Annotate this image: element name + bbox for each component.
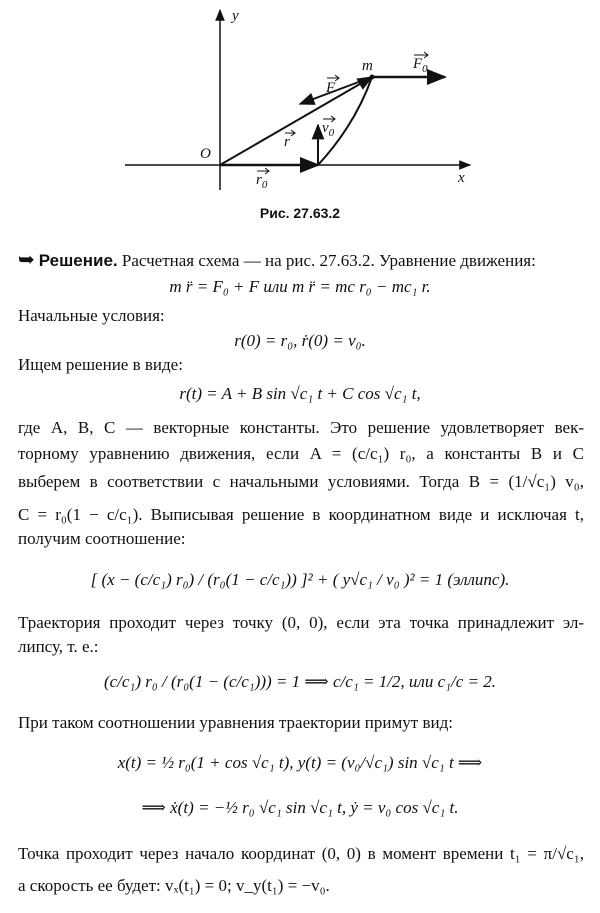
paragraph2-line2: торному уравнению движения, если A = (c/c₁) r₀, а константы B и C [18,444,584,463]
label-r: r [284,134,290,150]
equation-solution: r(t) = A + B sin √c₁ t + C cos √c₁ t, [179,384,421,403]
equation-trajectory1: x(t) = ½ r₀(1 + cos √c₁ t), y(t) = (v₀/√c₁) sin √c₁ t ⟹ [117,753,483,772]
label-F0: $F_0$ [413,56,428,75]
label-x: x [458,170,465,186]
solution-heading: Решение. [38,251,118,270]
motion-diagram [0,0,600,200]
paragraph2-line3: выберем в соответствии с начальными условиями. Тогда B = (1/√c₁) v₀, [18,472,584,491]
label-r0: $r_0$ [256,172,268,191]
paragraph3-line1: Траектория проходит через точку (0, 0), если эта точка принадлежит эл- [18,613,584,632]
r-vector [220,77,372,165]
paragraph2-line1: где A, B, C — векторные константы. Это решение удовлетворяет век- [18,418,584,437]
initial-conditions-label: Начальные условия: [18,306,165,325]
solution-line1: Расчетная схема — на рис. 27.63.2. Уравнение движения: [121,251,536,270]
paragraph2-line4: C = r₀(1 − c/c₁). Выписывая решение в координатном виде и исключая t, [18,505,584,524]
label-m: m [362,58,373,74]
figure-caption: Рис. 27.63.2 [259,205,341,221]
equation-ellipse: [ (x − (c/c₁) r₀) / (r₀(1 − c/c₁)) ]² + ( y√c₁ / v₀ )² = 1 (эллипс). [90,570,510,589]
seek-label: Ищем решение в виде: [18,355,183,374]
solution-intro [18,248,584,273]
equation-condition: (c/c₁) r₀ / (r₀(1 − (c/c₁))) = 1 ⟹ c/c₁ = 1/2, или c₁/c = 2. [103,672,497,691]
equation-motion: m r̈ = F₀ + F или m r̈ = mc r₀ − mc₁ r. [169,277,431,296]
paragraph5-line2: а скорость ее будет: vₓ(t₁) = 0; v_y(t₁) = −v₀. [18,876,330,895]
label-F: F [326,80,336,96]
point-m [370,75,375,80]
label-y: y [232,8,239,24]
paragraph4: При таком соотношении уравнения траектории примут вид: [18,713,453,732]
paragraph3-line2: липсу, т. е.: [18,637,99,656]
F-vector [300,77,372,104]
pointer-arrow-icon: ➥ [18,249,35,271]
label-origin: O [200,146,211,162]
equation-trajectory2: ⟹ ẋ(t) = −½ r₀ √c₁ sin √c₁ t, ẏ = v₀ cos √c₁ t. [141,798,459,817]
paragraph2-line5: получим соотношение: [18,529,186,548]
label-v0: $v_0$ [322,120,335,139]
equation-initial: r(0) = r₀, ṙ(0) = v₀. [234,331,366,350]
paragraph5-line1: Точка проходит через начало координат (0, 0) в момент времени t₁ = π/√c₁, [18,844,584,863]
